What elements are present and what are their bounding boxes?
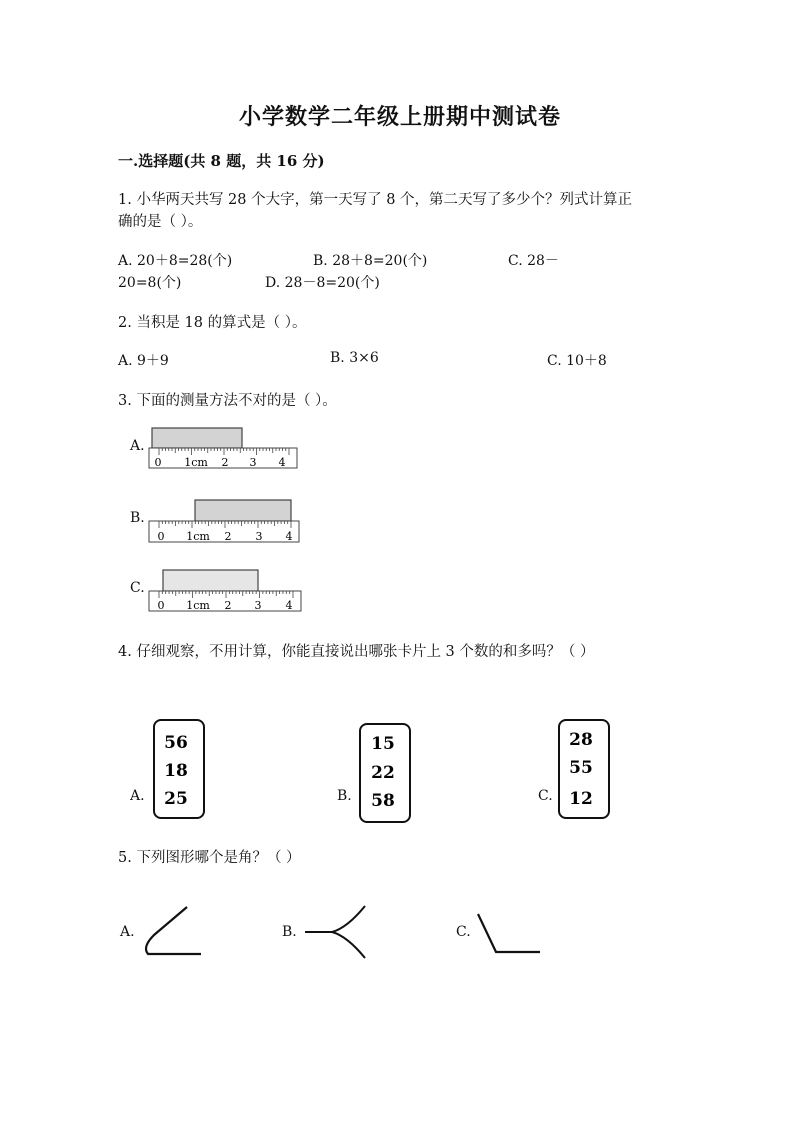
q4-option-c-label[interactable]: C. <box>538 788 553 804</box>
q5-option-a-label[interactable]: A. <box>120 924 135 940</box>
q2-option-a[interactable]: A. 9＋9 <box>118 353 169 369</box>
q1-option-c[interactable]: C. 28－ <box>508 253 559 269</box>
ruler-figure-c <box>148 568 305 613</box>
card-c-number-3: 12 <box>569 789 593 809</box>
q5-option-c-label[interactable]: C. <box>456 924 471 940</box>
ruler-a-tick-1cm: 1cm <box>184 456 208 469</box>
ruler-c-tick-2: 2 <box>224 599 232 612</box>
q3-option-a-label[interactable]: A. <box>130 438 145 454</box>
ruler-b-tick-2: 2 <box>224 530 232 543</box>
q5-stem: 5. 下列图形哪个是角？（ ） <box>118 850 301 866</box>
q2-option-c[interactable]: C. 10＋8 <box>547 353 607 369</box>
q3-stem: 3. 下面的测量方法不对的是（ ）。 <box>118 393 337 409</box>
q4-stem: 4. 仔细观察，不用计算，你能直接说出哪张卡片上 3 个数的和多吗？（ ） <box>118 644 595 660</box>
ruler-c-tick-3: 3 <box>254 599 262 612</box>
ruler-figure-a <box>148 426 303 471</box>
q1-option-b[interactable]: B. 28＋8=20(个) <box>313 253 428 269</box>
q5-option-b-label[interactable]: B. <box>282 924 297 940</box>
ruler-a-tick-4: 4 <box>278 456 286 469</box>
card-b-number-3: 58 <box>371 791 395 811</box>
angle-shape-c <box>472 910 544 958</box>
q1-option-c-cont: 20=8(个) <box>118 275 182 291</box>
shape-curved-lines-b <box>302 902 372 962</box>
ruler-figure-b <box>148 497 303 545</box>
q3-option-b-label[interactable]: B. <box>130 510 145 526</box>
q3-option-c-label[interactable]: C. <box>130 580 145 596</box>
card-c-number-2: 55 <box>569 758 593 778</box>
ruler-b-tick-0: 0 <box>157 530 165 543</box>
section-heading: 一.选择题(共 8 题，共 16 分) <box>118 152 325 170</box>
number-card-b <box>358 722 412 824</box>
q4-option-a-label[interactable]: A. <box>130 788 145 804</box>
ruler-a-tick-2: 2 <box>221 456 229 469</box>
card-a-number-2: 18 <box>164 761 188 781</box>
q2-stem: 2. 当积是 18 的算式是（ ）。 <box>118 315 307 331</box>
ruler-b-tick-4: 4 <box>285 530 293 543</box>
ruler-c-tick-1cm: 1cm <box>186 599 210 612</box>
q1-option-a[interactable]: A. 20＋8=28(个) <box>118 253 233 269</box>
card-c-number-1: 28 <box>569 730 593 750</box>
q2-option-b[interactable]: B. 3×6 <box>330 350 379 366</box>
card-b-number-2: 22 <box>371 763 395 783</box>
ruler-a-tick-0: 0 <box>154 456 162 469</box>
card-a-number-3: 25 <box>164 789 188 809</box>
card-b-number-1: 15 <box>371 734 395 754</box>
q1-stem-line1: 1. 小华两天共写 28 个大字，第一天写了 8 个，第二天写了多少个？列式计算正 <box>118 192 633 208</box>
q4-option-b-label[interactable]: B. <box>337 788 352 804</box>
number-card-c <box>557 718 611 820</box>
card-a-number-1: 56 <box>164 733 188 753</box>
q1-stem-line2: 确的是（ ）。 <box>118 214 203 230</box>
ruler-c-tick-0: 0 <box>157 599 165 612</box>
number-card-a <box>152 718 206 820</box>
page-title: 小学数学二年级上册期中测试卷 <box>238 104 561 130</box>
q1-option-d[interactable]: D. 28－8=20(个) <box>265 275 380 291</box>
ruler-a-tick-3: 3 <box>249 456 257 469</box>
ruler-b-tick-1cm: 1cm <box>186 530 210 543</box>
shape-curved-corner-a <box>140 902 206 958</box>
ruler-c-tick-4: 4 <box>285 599 293 612</box>
ruler-b-tick-3: 3 <box>255 530 263 543</box>
